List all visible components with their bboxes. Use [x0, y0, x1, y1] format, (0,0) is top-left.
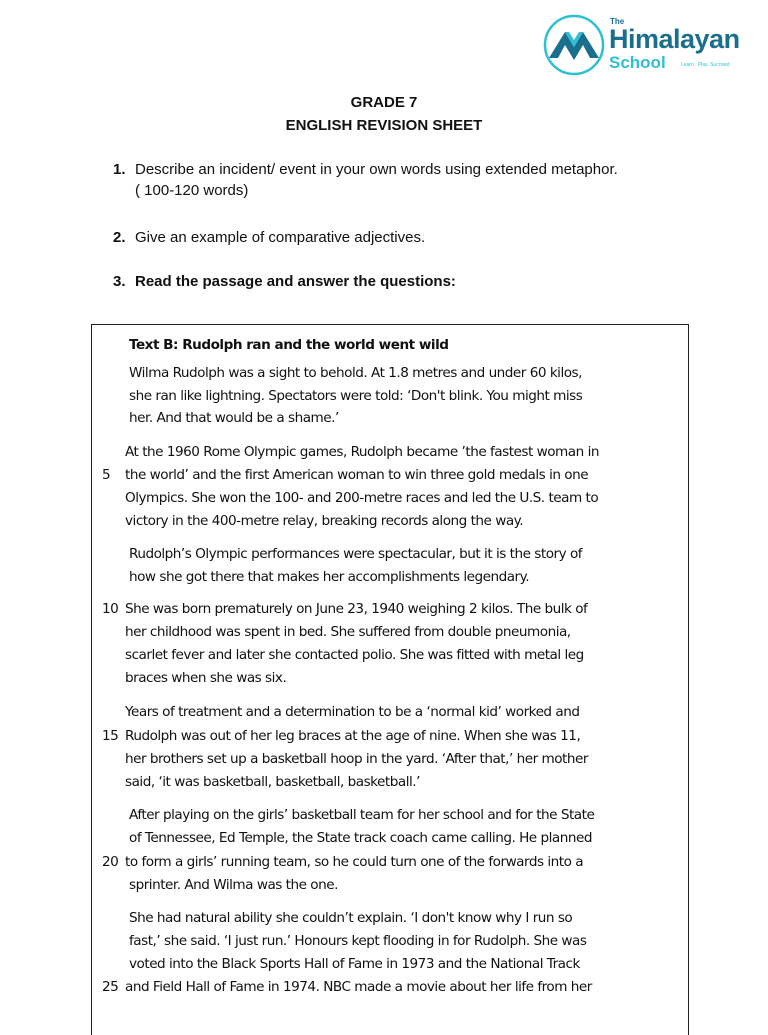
question-text: Give an example of comparative adjectives.: [135, 229, 426, 246]
question-text: ( 100-120 words): [135, 182, 249, 199]
question-number: 3.: [113, 273, 126, 290]
passage-line: At the 1960 Rome Olympic games, Rudolph became ’the fastest woman in: [125, 444, 599, 460]
passage-line: Wilma Rudolph was a sight to behold. At 1.8 metres and under 60 kilos,: [129, 365, 582, 381]
question-number: 1.: [113, 161, 126, 178]
passage-line: She had natural ability she couldn’t explain. ‘I don't know why I run so: [129, 910, 573, 926]
question-number: 2.: [113, 229, 126, 246]
passage-line: she ran like lightning. Spectators were told: ‘Don't blink. You might miss: [129, 388, 583, 404]
mountain-logo-icon: [543, 14, 605, 76]
passage-line: the world’ and the first American woman to win three gold medals in one: [125, 467, 589, 483]
question-2: [113, 227, 673, 248]
question-3: [113, 271, 673, 292]
passage-line: said, ‘it was basketball, basketball, basketball.’: [125, 774, 420, 790]
passage-line: to form a girls’ running team, so he could turn one of the forwards into a: [125, 854, 584, 870]
logo-the-text: The: [610, 17, 625, 26]
line-number: 25: [102, 979, 119, 995]
passage-line: her brothers set up a basketball hoop in the yard. ‘After that,’ her mother: [125, 751, 588, 767]
question-1: [113, 159, 673, 201]
passage-line: of Tennessee, Ed Temple, the State track coach came calling. He planned: [129, 830, 592, 846]
line-number: 15: [102, 728, 119, 744]
passage-line: fast,’ she said. ‘I just run.’ Honours kept flooding in for Rudolph. She was: [129, 933, 587, 949]
line-number: 5: [102, 467, 111, 483]
passage-title: Text B: Rudolph ran and the world went wild: [129, 337, 449, 353]
line-number: 10: [102, 601, 119, 617]
passage-line: her. And that would be a shame.’: [129, 410, 339, 426]
logo-school-text: School: [609, 53, 666, 72]
logo-name-text: Himalayan: [609, 24, 740, 54]
passage-line: Rudolph was out of her leg braces at the age of nine. When she was 11,: [125, 728, 581, 744]
passage-line: her childhood was spent in bed. She suffered from double pneumonia,: [125, 624, 571, 640]
passage-line: After playing on the girls’ basketball team for her school and for the State: [129, 807, 595, 823]
passage-line: voted into the Black Sports Hall of Fame in 1973 and the National Track: [129, 956, 580, 972]
passage-line: victory in the 400-metre relay, breaking records along the way.: [125, 513, 524, 529]
question-text: Read the passage and answer the questions:: [135, 273, 456, 290]
passage-line: Years of treatment and a determination to be a ‘normal kid’ worked and: [125, 704, 580, 720]
grade-heading: GRADE 7: [350, 94, 418, 111]
passage-line: scarlet fever and later she contacted polio. She was fitted with metal leg: [125, 647, 584, 663]
question-text: Describe an incident/ event in your own words using extended metaphor.: [135, 161, 618, 178]
passage-line: and Field Hall of Fame in 1974. NBC made a movie about her life from her: [125, 979, 592, 995]
reading-passage: [91, 324, 689, 1035]
logo-tagline: Learn . Play. Succeed: [681, 62, 730, 68]
passage-line: braces when she was six.: [125, 670, 287, 686]
passage-line: Rudolph’s Olympic performances were spectacular, but it is the story of: [129, 546, 583, 562]
sheet-title: ENGLISH REVISION SHEET: [285, 117, 483, 134]
passage-line: sprinter. And Wilma was the one.: [129, 877, 338, 893]
passage-line: how she got there that makes her accomplishments legendary.: [129, 569, 530, 585]
passage-line: Olympics. She won the 100- and 200-metre races and led the U.S. team to: [125, 490, 599, 506]
school-logo: [543, 14, 743, 76]
passage-line: She was born prematurely on June 23, 1940 weighing 2 kilos. The bulk of: [125, 601, 588, 617]
line-number: 20: [102, 854, 119, 870]
